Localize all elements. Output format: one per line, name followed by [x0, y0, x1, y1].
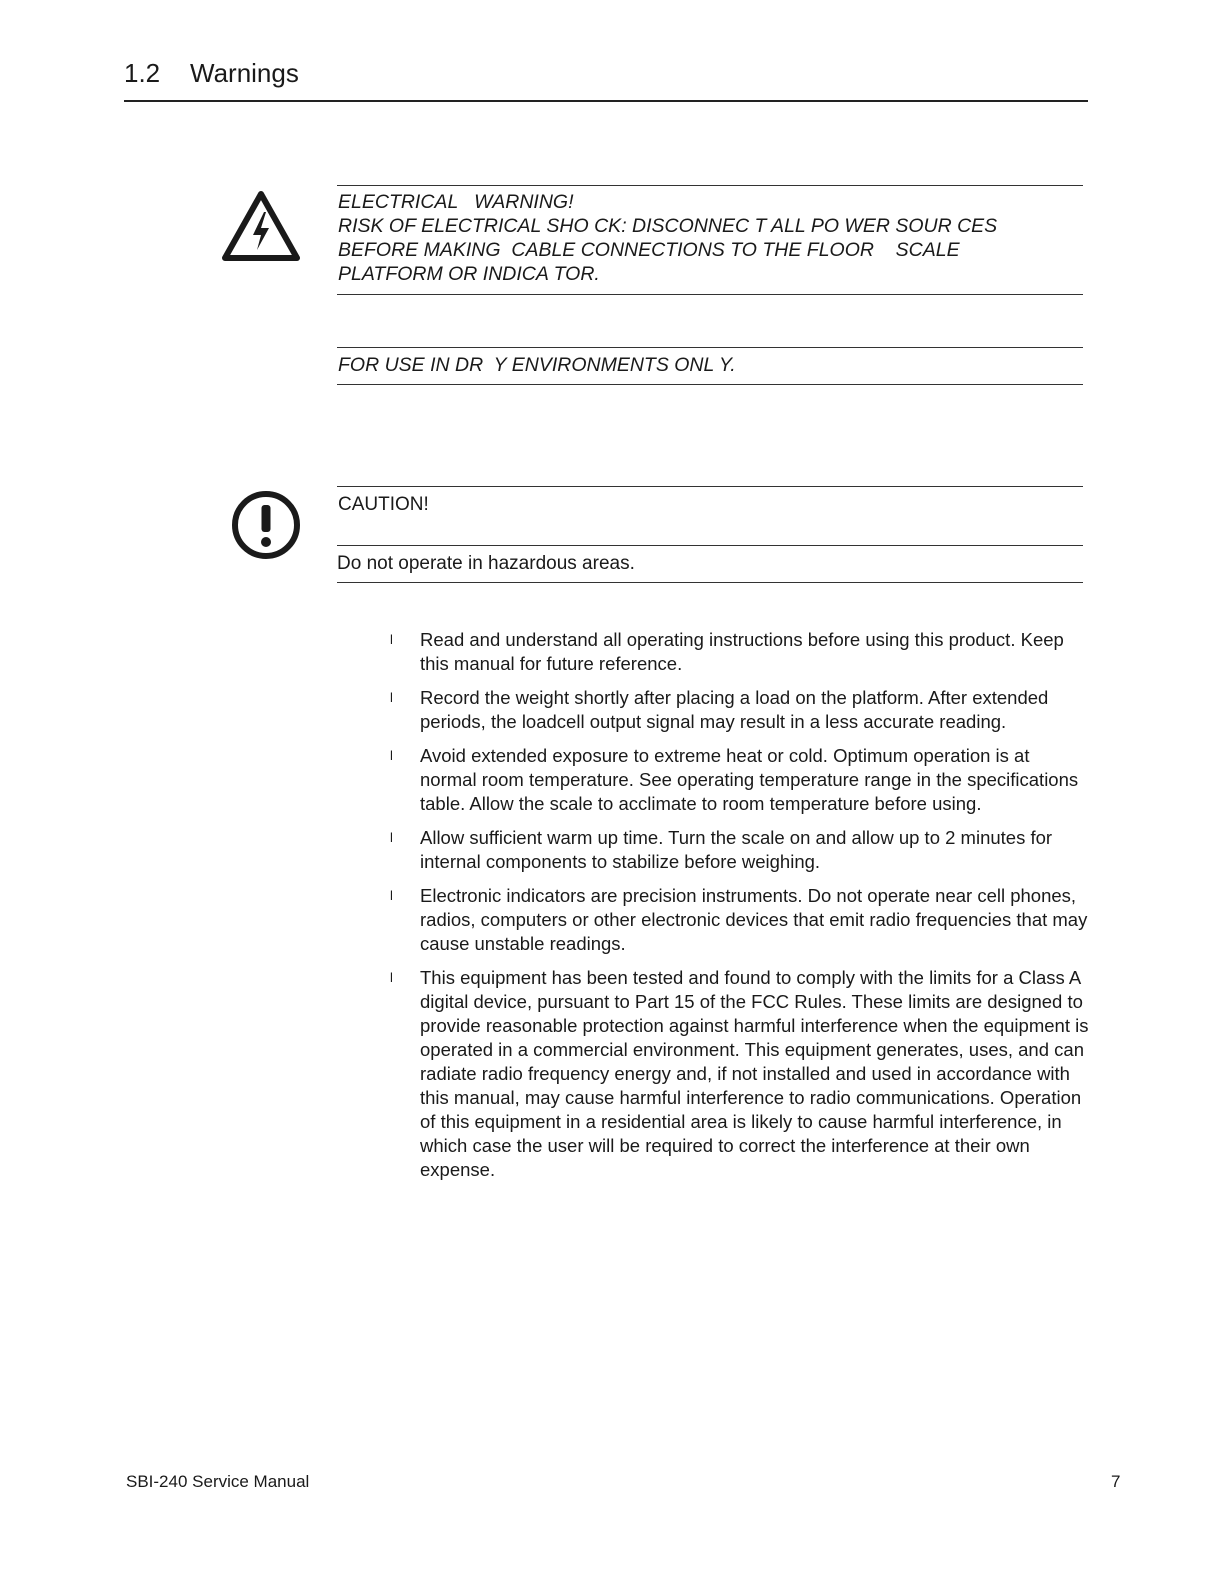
list-item: [390, 826, 1090, 874]
footer-manual-title: SBI-240 Service Manual: [126, 1472, 310, 1491]
list-item-text: Electronic indicators are precision instruments. Do not operate near cell phones, radios, computers or other electronic devices that emit radio frequencies that may cause unstable readings.: [420, 885, 1088, 954]
electrical-warning-bottom-rule: [337, 294, 1083, 295]
electrical-warning-title: ELECTRICAL WARNING!: [338, 191, 574, 213]
list-item-text: Record the weight shortly after placing a load on the platform. After extended periods, the loadcell output signal may result in a less accurate reading.: [420, 687, 1049, 732]
list-item: [390, 966, 1090, 1182]
bullet-marker: l: [390, 970, 393, 985]
bullet-marker: l: [390, 830, 393, 845]
list-item: [390, 628, 1090, 676]
section-number: 1.2: [124, 58, 161, 88]
dry-notice-top-rule: [337, 347, 1083, 348]
list-item: [390, 686, 1090, 734]
electrical-warning-line: BEFORE MAKING CABLE CONNECTIONS TO THE FLOOR SCALE: [338, 239, 960, 261]
warnings-list: [390, 628, 1090, 1192]
electrical-hazard-icon: [220, 188, 302, 269]
caution-top-rule: [337, 486, 1083, 487]
list-item: [390, 884, 1090, 956]
bullet-marker: l: [390, 632, 393, 647]
caution-bottom-rule: [337, 582, 1083, 583]
electrical-warning-line: PLATFORM OR INDICA TOR.: [338, 263, 600, 285]
dry-environment-notice: FOR USE IN DR Y ENVIRONMENTS ONL Y.: [338, 354, 736, 376]
caution-text: Do not operate in hazardous areas.: [337, 553, 635, 574]
list-item-text: Allow sufficient warm up time. Turn the scale on and allow up to 2 minutes for internal components to stabilize before weighing.: [420, 827, 1053, 872]
section-heading: [124, 56, 1088, 102]
caution-middle-rule: [337, 545, 1083, 546]
caution-exclamation-icon: [230, 489, 302, 566]
list-item-text: Avoid extended exposure to extreme heat or cold. Optimum operation is at normal room temperature. See operating temperature range in the specifications table. Allow the scale to acclimate to room temperature before using.: [420, 745, 1079, 814]
electrical-warning-line: RISK OF ELECTRICAL SHO CK: DISCONNEC T ALL PO WER SOUR CES: [338, 215, 998, 237]
bullet-marker: l: [390, 748, 393, 763]
footer-page-number: 7: [1111, 1472, 1121, 1491]
list-item-text: Read and understand all operating instructions before using this product. Keep this manual for future reference.: [420, 629, 1064, 674]
caution-title: CAUTION!: [338, 494, 429, 515]
list-item: [390, 744, 1090, 816]
bullet-marker: l: [390, 690, 393, 705]
bullet-marker: l: [390, 888, 393, 903]
electrical-warning-top-rule: [337, 185, 1083, 186]
section-title: Warnings: [190, 58, 299, 88]
list-item-text: This equipment has been tested and found to comply with the limits for a Class A digital device, pursuant to Part 15 of the FCC Rules. These limits are designed to provide reasonable protection against harmful interference when the equipment is operated in a commercial environment. This equipment generates, uses, and can radiate radio frequency energy and, if not installed and used in accordance with this manual, may cause harmful interference to radio communications. Operation of this equipment in a residential area is likely to cause harmful interference, in which case the user will be required to correct the interference at their own expense.: [420, 967, 1089, 1180]
dry-notice-bottom-rule: [337, 384, 1083, 385]
